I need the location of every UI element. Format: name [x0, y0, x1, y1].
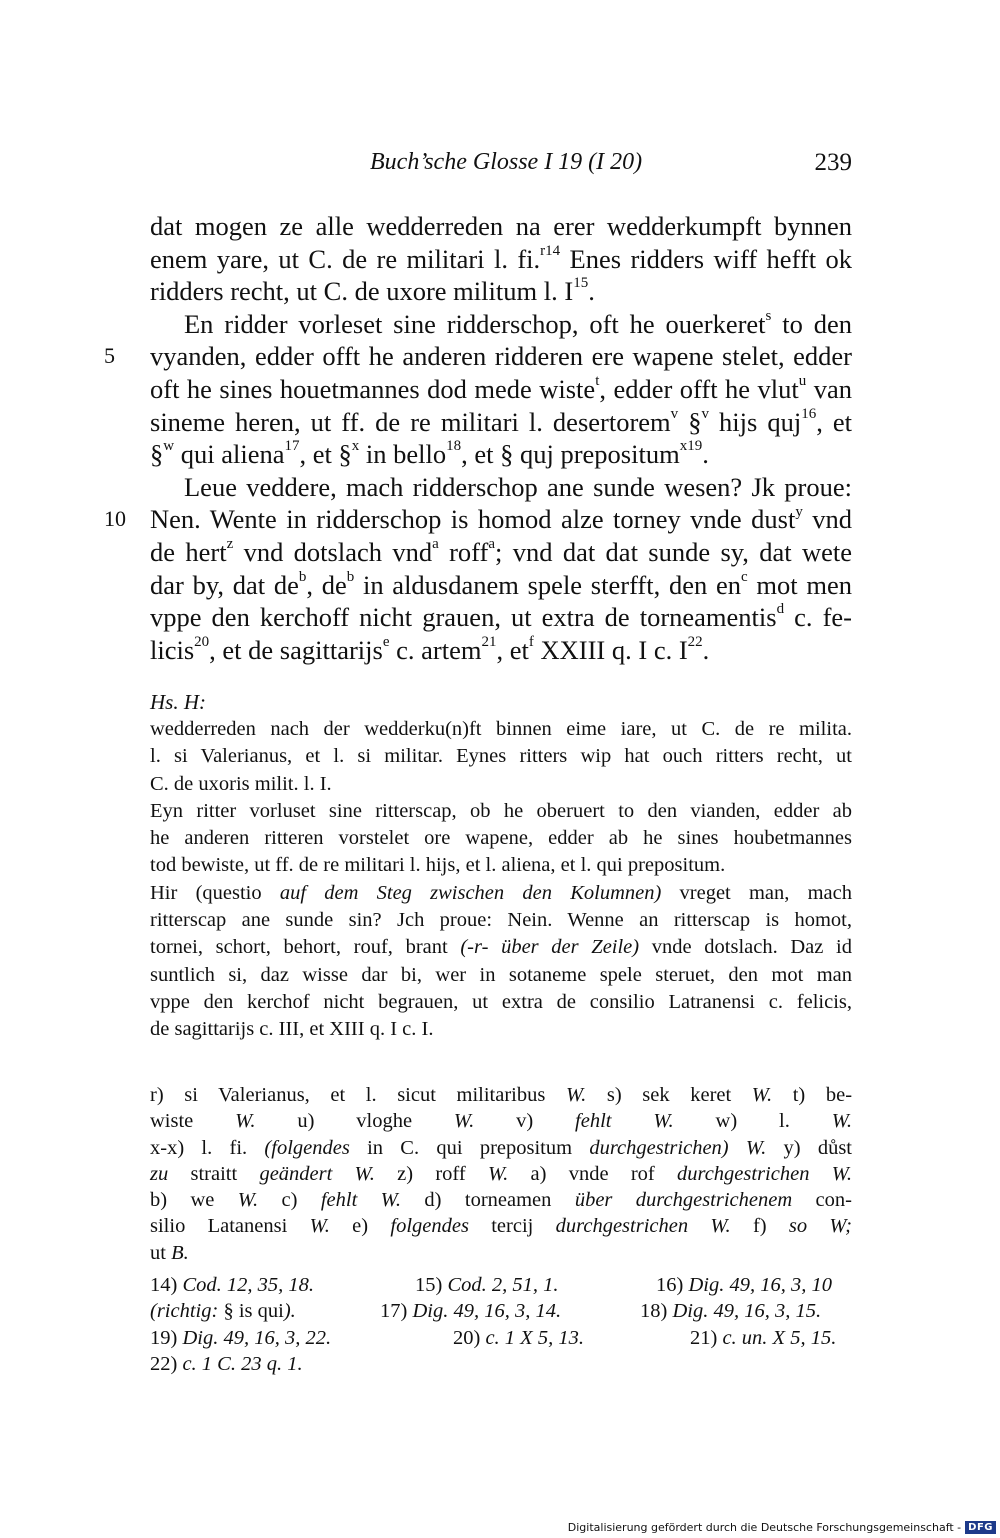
- reference-citation: c. 1 C. 23 q. 1.: [182, 1352, 303, 1375]
- text-span: enem yare, ut C. de re militari l. fi.: [150, 243, 541, 274]
- text-span: 20): [453, 1326, 486, 1349]
- variant-line: Eyn ritter vorluset sine ritterscap, ob he oberuert to den vianden, edder ab: [150, 799, 852, 822]
- text-line: [150, 536, 852, 569]
- reference-line: [150, 1298, 852, 1324]
- text-span: .: [588, 276, 595, 307]
- editor-note: so W;: [788, 1215, 852, 1238]
- text-span: straitt: [168, 1162, 260, 1185]
- text-span: a) vnde rof: [530, 1162, 677, 1185]
- footnote-ref: 21: [481, 633, 497, 650]
- text-span: wiste: [150, 1110, 236, 1133]
- credit-text: Digitalisierung gefördert durch die Deutsche Forschungsgemeinschaft -: [567, 1520, 962, 1534]
- text-span: .: [702, 634, 710, 665]
- variant-line: l. si Valerianus, et l. si militar. Eynes ritters wip hat ouch ritters recht, ut: [150, 745, 852, 768]
- text-line: [150, 210, 852, 243]
- text-span: (questio: [195, 881, 280, 904]
- text-span: Enes ridders wiff hefft ok: [560, 243, 852, 274]
- text-span: Nen. Wente in ridderschop is homod alze torney vnde dust: [150, 504, 796, 535]
- text-span: , et: [816, 406, 853, 437]
- apparatus-line: [150, 1161, 852, 1187]
- text-span: in C. qui prepositum: [349, 1136, 590, 1159]
- editor-note: fehlt W.: [320, 1189, 401, 1212]
- text-span: .: [702, 439, 709, 470]
- reference-item: [453, 1325, 584, 1351]
- reference-line: [150, 1351, 852, 1377]
- text-line: [150, 373, 852, 406]
- apparatus-line: [150, 1213, 852, 1239]
- text-line: [150, 308, 852, 341]
- footnote-ref: u: [798, 373, 807, 390]
- running-header: [150, 149, 852, 181]
- footnote-ref: f: [528, 633, 534, 650]
- footnote-ref: 22: [687, 633, 703, 650]
- line-number: 5: [104, 343, 115, 369]
- variant-line: wedderreden nach der wedderku(n)ft binnen eime iare, ut C. de re milita.: [150, 718, 852, 740]
- text-span: r) si Valerianus, et l. sicut militaribus: [150, 1084, 566, 1106]
- reference-citation: Dig. 49, 16, 3, 10: [688, 1274, 832, 1296]
- text-span: , de: [306, 569, 347, 600]
- text-span: vyanden, edder offt he anderen ridderen ere wapene stelet, edder: [150, 341, 852, 372]
- text-span: § is qui: [218, 1300, 284, 1323]
- text-span: , et de sagittarijs: [209, 634, 383, 665]
- text-span: con-: [792, 1189, 852, 1212]
- running-title: Buch’sche Glosse I 19 (I 20): [370, 149, 643, 175]
- footnote-ref: t: [595, 373, 600, 390]
- editor-note: W.: [453, 1110, 475, 1133]
- footnote-ref: y: [795, 503, 803, 520]
- text-span: dat mogen ze alle wedderreden na erer wedderkumpft bynnen: [150, 211, 852, 241]
- editor-note: zu: [150, 1162, 169, 1185]
- editor-note: W.: [831, 1110, 853, 1133]
- reference-item: [656, 1272, 832, 1298]
- footnote-ref: c: [740, 568, 748, 585]
- reference-citation: Cod. 12, 35, 18.: [182, 1274, 315, 1296]
- text-span: , et: [496, 634, 529, 665]
- text-span: s) sek keret: [606, 1084, 752, 1106]
- reference-item: [150, 1325, 331, 1351]
- variant-line: de sagittarijs c. III, et XIII q. I c. I.: [150, 1018, 434, 1041]
- text-span: to den: [771, 308, 852, 339]
- editor-note: (richtig:: [150, 1300, 219, 1323]
- variant-line: ritterscap ane sunde sin? Jch proue: Nein. Wenne an ritterscap is homot,: [150, 909, 852, 932]
- source-references: [150, 1272, 852, 1377]
- reference-item: [380, 1298, 561, 1324]
- text-span: van: [806, 373, 852, 404]
- text-span: vnd: [802, 504, 853, 535]
- text-span: in aldusdanem spele sterfft, den en: [354, 569, 741, 600]
- text-span: mot men: [747, 569, 852, 600]
- footnote-ref: v: [670, 405, 679, 422]
- text-span: En ridder vorleset sine ridderschop, oft he ouerkeret: [184, 308, 766, 339]
- text-span: §: [678, 406, 702, 437]
- reference-citation: c. un. X 5, 15.: [722, 1326, 837, 1349]
- text-span: b) we: [150, 1189, 238, 1212]
- reference-citation: Dig. 49, 16, 3, 14.: [412, 1300, 562, 1323]
- text-line: [104, 503, 853, 536]
- text-span: sineme heren, ut ff. de re militari l. desertorem: [150, 406, 671, 437]
- text-span: vreget man, mach: [661, 881, 852, 904]
- editor-note: ).: [283, 1300, 296, 1323]
- text-span: c): [281, 1189, 321, 1212]
- text-span: 22): [150, 1352, 183, 1375]
- editor-note: durchgestrichen W.: [555, 1215, 731, 1238]
- text-span: XXIII q. I c. I: [533, 634, 688, 665]
- footnote-ref: b: [298, 568, 307, 585]
- page-number: 239: [814, 149, 852, 176]
- footnote-ref: e: [382, 633, 390, 650]
- editor-note: W.: [237, 1189, 259, 1212]
- text-span: roff: [438, 536, 489, 567]
- text-span: c. fe-: [784, 602, 852, 633]
- variant-line: suntlich si, daz wisse dar bi, wer in sotaneme spele steruet, den mot man: [150, 963, 852, 986]
- text-span: z) roff: [397, 1162, 488, 1185]
- editor-note: (-r- über der Zeile): [460, 936, 640, 959]
- variant-line: he anderen ritteren vorstelet ore wapene, edder ab he sines houbetmannes: [150, 827, 852, 850]
- text-span: e): [352, 1215, 391, 1238]
- reference-citation: Dig. 49, 16, 3, 15.: [672, 1300, 822, 1323]
- footnote-ref: 20: [194, 633, 210, 650]
- text-span: ; vnd dat dat sunde sy, dat wete: [495, 536, 852, 567]
- text-span: f): [752, 1215, 789, 1238]
- footnote-ref: 17: [284, 438, 300, 455]
- reference-citation: Cod. 2, 51, 1.: [447, 1274, 559, 1296]
- text-span: tornei, schort, behort, rouf, brant: [150, 936, 461, 959]
- manuscript-variant: [150, 688, 852, 1044]
- text-span: , et § quj prepositum: [461, 439, 680, 470]
- editor-note: W.: [487, 1162, 509, 1185]
- text-line: [150, 569, 852, 602]
- footnote-ref: x19: [679, 438, 703, 455]
- text-line: [150, 601, 852, 634]
- dfg-logo-icon: DFG: [965, 1521, 996, 1534]
- footnote-ref: b: [346, 568, 355, 585]
- editor-note: über durchgestrichenem: [574, 1189, 793, 1212]
- text-span: 18): [640, 1300, 673, 1323]
- text-span: y) důst: [783, 1136, 852, 1159]
- text-span: de hert: [150, 536, 227, 567]
- text-span: c. artem: [389, 634, 482, 665]
- text-span: in bello: [359, 439, 447, 470]
- text-span: dar by, dat de: [150, 569, 299, 600]
- apparatus-line: [150, 1187, 852, 1213]
- variant-line: [150, 934, 852, 961]
- main-text: [104, 210, 853, 666]
- reference-item: [690, 1325, 836, 1351]
- line-number: 10: [104, 506, 126, 532]
- text-span: 15): [415, 1274, 448, 1296]
- text-span: qui aliena: [174, 439, 285, 470]
- text-span: ridders recht, ut C. de uxore militum l.: [150, 276, 565, 307]
- text-span: 21): [690, 1326, 723, 1349]
- editor-note: auf dem Steg zwischen den Kolumnen): [279, 881, 662, 904]
- text-line: [150, 438, 852, 471]
- reference-item: [640, 1298, 821, 1324]
- reference-item: [150, 1351, 303, 1377]
- text-span: Hir: [150, 881, 196, 904]
- apparatus-line: [150, 1135, 852, 1161]
- reference-item: [415, 1272, 559, 1298]
- editor-note: geändert W.: [259, 1162, 375, 1185]
- editor-note: W.: [309, 1215, 330, 1238]
- editor-note: fehlt W.: [575, 1110, 674, 1133]
- editor-note: W.: [565, 1084, 587, 1106]
- text-span: vnd dotslach vnd: [233, 536, 433, 567]
- variant-line: tod bewiste, ut ff. de re militari l. hijs, et l. aliena, et l. qui prepositum.: [150, 854, 726, 877]
- text-line: [150, 406, 852, 439]
- variant-line: vppe den kerchof nicht begrauen, ut extra de consilio Latranensi c. felicis,: [150, 990, 852, 1013]
- apparatus-line: [150, 1108, 852, 1134]
- footnote-ref: w: [163, 438, 175, 455]
- text-span: d) torneamen: [424, 1189, 575, 1212]
- editor-note: W.: [235, 1110, 256, 1133]
- text-span: w) l.: [715, 1110, 832, 1133]
- text-span: Leue veddere, mach ridderschop ane sunde wesen? Jk proue:: [184, 471, 852, 502]
- text-span: , edder offt he vlut: [599, 373, 799, 404]
- footnote-ref: a: [432, 536, 439, 553]
- text-span: 14): [150, 1274, 183, 1296]
- text-span: ut: [150, 1241, 172, 1264]
- text-span: , et §: [299, 439, 352, 470]
- footnote-ref: r14: [540, 242, 561, 259]
- text-span: v): [516, 1110, 576, 1133]
- reference-citation: Dig. 49, 16, 3, 22.: [182, 1326, 332, 1349]
- text-span: hijs quj: [708, 406, 802, 437]
- text-span: licis: [150, 634, 195, 665]
- reference-citation: c. 1 X 5, 13.: [485, 1326, 584, 1349]
- text-line: [104, 340, 852, 373]
- footnote-ref: v: [701, 405, 709, 422]
- variant-line: [150, 880, 852, 907]
- editor-note: W.: [751, 1084, 773, 1106]
- reference-line: [150, 1272, 852, 1298]
- text-span: 19): [150, 1326, 183, 1349]
- apparatus-line: [150, 1240, 852, 1266]
- text-span: silio Latanensi: [150, 1215, 310, 1238]
- text-span: 16): [656, 1274, 689, 1296]
- editor-note: durchgestrichen W.: [676, 1162, 853, 1185]
- critical-apparatus: [150, 1082, 852, 1266]
- text-span: 17): [380, 1300, 413, 1323]
- footnote-ref: z: [226, 536, 234, 553]
- editor-note: (folgendes: [264, 1136, 350, 1159]
- footnote-ref: 18: [446, 438, 462, 455]
- text-line: [150, 634, 852, 667]
- reference-item: [150, 1298, 296, 1324]
- footnote-ref: s: [765, 307, 772, 324]
- footnote-ref: 16: [801, 405, 817, 422]
- editor-note: durchgestrichen) W.: [589, 1136, 767, 1159]
- text-span: vnde dotslach. Daz id: [639, 936, 852, 959]
- editor-note: B.: [171, 1241, 189, 1264]
- digitization-credit: [568, 1516, 1000, 1538]
- text-span: t) be-: [792, 1084, 853, 1106]
- text-line: [150, 275, 852, 308]
- text-span: tercij: [468, 1215, 556, 1238]
- reference-line: [150, 1325, 852, 1351]
- footnote-ref: a: [488, 536, 496, 553]
- text-span: oft he sines houetmannes dod mede wiste: [150, 373, 596, 404]
- apparatus-line: [150, 1082, 852, 1108]
- variant-line: C. de uxoris milit. l. I.: [150, 772, 332, 795]
- footnote-ref: d: [776, 601, 785, 618]
- text-span: vppe den kerchoff nicht grauen, ut extra de torneamentis: [150, 602, 777, 633]
- footnote-ref: x: [351, 438, 360, 455]
- editor-note: folgendes: [390, 1215, 469, 1238]
- text-span: x-x) l. fi.: [150, 1136, 265, 1159]
- text-line: [150, 243, 852, 276]
- footnote-ref: 15: [573, 275, 589, 292]
- reference-item: [150, 1272, 314, 1298]
- manuscript-heading: Hs. H:: [150, 690, 206, 714]
- text-span: I: [564, 276, 574, 307]
- text-line: [150, 471, 852, 504]
- text-span: §: [150, 439, 164, 470]
- text-span: u) vloghe: [297, 1110, 454, 1133]
